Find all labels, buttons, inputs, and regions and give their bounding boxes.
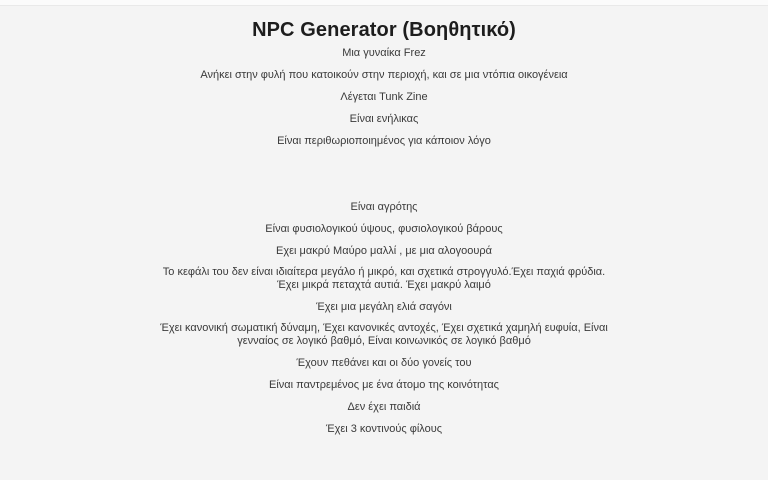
npc-line-text: Μια γυναίκα Frez: [342, 46, 426, 59]
npc-line-text: Έχει μια μεγάλη ελιά σαγόνι: [316, 300, 452, 313]
npc-line-blank-1: [0, 152, 768, 174]
npc-line-age: [0, 108, 768, 130]
npc-line-text: Είναι παντρεμένος με ένα άτομο της κοινότητας: [269, 378, 499, 391]
npc-line-text: Ανήκει στην φυλή που κατοικούν στην περιοχή, και σε μια ντόπια οικογένεια: [200, 68, 568, 81]
npc-line-text: Έχουν πεθάνει και οι δύο γονείς του: [296, 356, 472, 369]
npc-line-text-part-2: Έχει μικρά πεταχτά αυτιά. Έχει μακρύ λαιμό: [277, 279, 491, 291]
npc-line-text: Έχει 3 κοντινούς φίλους: [325, 422, 443, 435]
npc-line-mark: [0, 296, 768, 318]
npc-line-intro: [0, 42, 768, 64]
npc-line-text: Δεν έχει παιδιά: [347, 400, 421, 413]
npc-description-list: [0, 42, 768, 440]
npc-line-occupation: [0, 196, 768, 218]
npc-line-blank-2: [0, 174, 768, 196]
npc-line-text: Λέγεται Tunk Zine: [340, 90, 428, 103]
npc-line-build: [0, 218, 768, 240]
npc-line-text: Είναι ενήλικας: [349, 112, 419, 125]
npc-line-text: Είναι φυσιολογικού ύψους, φυσιολογικού βάρους: [265, 222, 503, 235]
npc-line-marriage: [0, 374, 768, 396]
page-title: NPC Generator (Βοηθητικό): [252, 19, 516, 41]
npc-line-text: Είναι αγρότης: [350, 200, 418, 213]
npc-line-name: [0, 86, 768, 108]
npc-line-hair: [0, 240, 768, 262]
npc-line-text-part-2: γενναίος σε λογικό βαθμό, Είναι κοινωνικός σε λογικό βαθμό: [237, 335, 531, 347]
npc-line-text: Εχει μακρύ Μαύρο μαλλί , με μια αλογοουρά: [276, 244, 492, 257]
npc-line-tribe: [0, 64, 768, 86]
npc-line-stats: [0, 318, 768, 352]
npc-line-text-part-1: Έχει κανονική σωματική δύναμη, Έχει κανονικές αντοχές, Έχει σχετικά χαμηλή ευφυία, Είναι: [160, 322, 608, 334]
npc-line-text: Είναι περιθωριοποιημένος για κάποιον λόγο: [277, 134, 491, 147]
npc-line-text-part-1: Το κεφάλι του δεν είναι ιδιαίτερα μεγάλο ή μικρό, και σχετικά στρογγυλό.Έχει παχιά φρύδια.: [162, 266, 606, 278]
npc-line-children: [0, 396, 768, 418]
npc-line-head: [0, 262, 768, 296]
npc-line-status: [0, 130, 768, 152]
page-content: [0, 6, 768, 440]
npc-line-parents: [0, 352, 768, 374]
npc-line-friends: [0, 418, 768, 440]
